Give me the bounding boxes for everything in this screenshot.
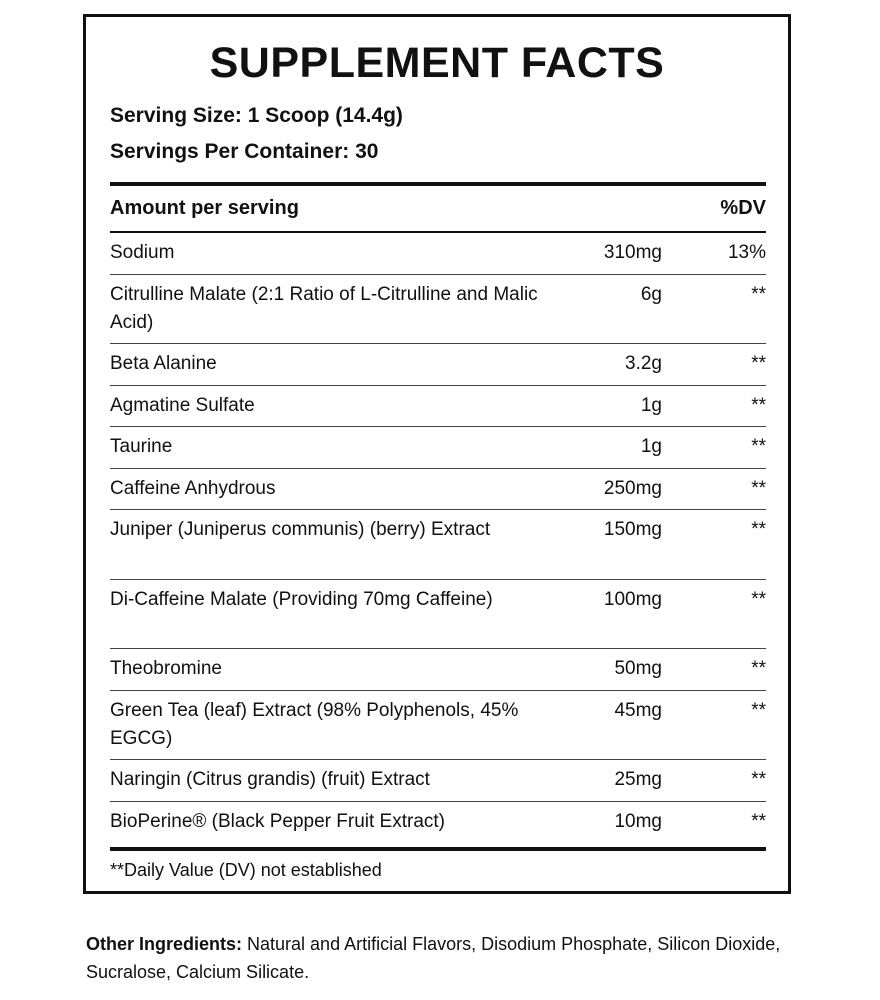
ingredient-amount: 1g [640,394,662,416]
table-row [110,510,766,580]
other-ingredients-text: Natural and Artificial Flavors, Disodium Phosphate, Silicon Dioxide, Sucralose, Calcium Silicate. [86,934,781,982]
table-row [110,427,766,469]
table-row [110,469,766,511]
ingredient-amount: 45mg [614,699,662,721]
table-row [110,344,766,386]
table-row [110,691,766,761]
ingredient-name: Green Tea (leaf) Extract (98% Polyphenols, 45% EGCG) [110,699,519,749]
ingredient-amount: 1g [640,436,662,457]
ingredient-name: Beta Alanine [110,353,217,374]
table-row [110,580,766,650]
ingredient-name: BioPerine® (Black Pepper Fruit Extract) [110,810,446,832]
other-ingredients-label: Other Ingredients: [86,934,243,954]
ingredient-amount: 10mg [614,810,662,832]
ingredient-amount: 150mg [603,519,662,540]
ingredient-name: Naringin (Citrus grandis) (fruit) Extract [110,769,430,790]
ingredient-amount: 3.2g [625,353,662,374]
amount-header-row [110,195,766,231]
ingredient-amount: 25mg [614,769,662,790]
dv-footnote: **Daily Value (DV) not established [110,860,382,880]
table-row [110,649,766,691]
thick-divider [110,182,766,186]
ingredient-amount: 310mg [603,242,662,263]
ingredient-dv: ** [751,353,766,374]
ingredient-dv: ** [751,519,766,540]
other-ingredients [86,930,806,986]
ingredient-name: Taurine [110,436,173,457]
ingredient-name: Sodium [110,242,175,263]
ingredient-dv: ** [751,658,766,679]
table-row [110,233,766,275]
ingredient-dv: 13% [727,242,766,263]
ingredient-name: Theobromine [110,658,222,679]
ingredient-dv: ** [751,283,766,305]
bottom-divider [110,847,766,851]
supplement-facts-panel [83,14,791,894]
ingredient-amount: 250mg [603,477,662,499]
nutrient-rows [110,233,766,843]
ingredient-dv: ** [751,394,766,416]
table-row [110,760,766,802]
ingredient-dv: ** [751,769,766,790]
panel-title: SUPPLEMENT FACTS [209,39,665,87]
ingredient-dv: ** [751,699,766,721]
ingredient-dv: ** [751,588,766,610]
ingredient-name: Juniper (Juniperus communis) (berry) Extract [110,519,491,540]
table-row [110,386,766,428]
ingredient-name: Di-Caffeine Malate (Providing 70mg Caffeine) [110,588,493,610]
table-row [110,275,766,345]
table-row [110,802,766,844]
servings-per-container: Servings Per Container: 30 [110,140,379,163]
dv-header-label: %DV [720,197,766,219]
serving-size: Serving Size: 1 Scoop (14.4g) [110,104,403,127]
ingredient-name: Caffeine Anhydrous [110,477,276,499]
ingredient-dv: ** [751,436,766,457]
ingredient-dv: ** [751,477,766,499]
ingredient-amount: 6g [640,283,662,305]
amount-per-serving-label: Amount per serving [110,197,299,219]
ingredient-amount: 100mg [603,588,662,610]
ingredient-dv: ** [751,810,766,832]
ingredient-name: Citrulline Malate (2:1 Ratio of L-Citrulline and Malic Acid) [110,283,538,333]
ingredient-name: Agmatine Sulfate [110,394,255,416]
ingredient-amount: 50mg [614,658,662,679]
